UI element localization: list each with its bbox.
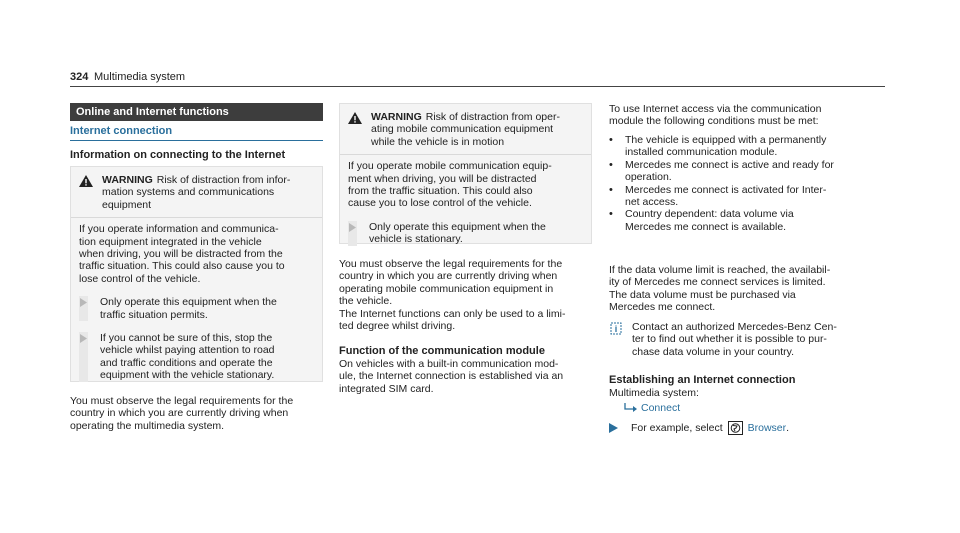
menu-path [624,402,680,414]
svg-text:i: i [614,324,618,334]
note [609,321,889,358]
warning-bullet-text: Only operate this equipment when the vehicle is stationary. [369,220,546,246]
info-note-icon [610,322,622,335]
warning-bullet-text: Only operate this equipment when the traffic situation permits. [100,296,277,321]
bullet-dot: • [609,158,613,171]
list-item-text: Country dependent: data volume via Mercedes me connect is available. [625,208,794,233]
path-label: Multimedia system: [609,387,699,399]
warning-bullet [79,296,314,321]
paragraph-data-volume: If the data volume limit is reached, the availabil- ity of Mercedes me connect services is limited. The data volume must be purchased via Mercedes me connect. [609,264,831,314]
list-item-text: Mercedes me connect is activated for Inter- net access. [625,183,827,209]
warning-body [71,218,322,387]
list-item [609,208,884,233]
subsection-title: Internet connection [70,125,173,137]
warning-body-text: If you operate mobile communication equip- ment when driving, you will be distracted from the traffic situation. This could also cause you to lose control of the vehicle. [348,160,552,210]
list-item [609,159,884,184]
section-title: Multimedia system [94,71,186,83]
warning-word: WARNING [102,174,153,186]
page-number: 324 [70,71,89,83]
arrow-bar [348,221,357,246]
list-item-text: The vehicle is equipped with a permanently installed communication module. [625,134,827,159]
step-prefix: For example, select [631,421,723,434]
list-item-text: Mercedes me connect is active and ready for operation. [625,158,834,184]
warning-bullet [348,221,583,246]
bullet-dot: • [609,134,613,146]
warning-triangle-icon [79,175,93,187]
warning-bullet [79,332,314,382]
warning-body-text: If you operate information and communica- tion equipment integrated in the vehicle when driving, you will be distracted from the traffic situation. This could also cause you to lose control of the vehicle. [79,223,285,285]
arrow-bar [79,332,88,382]
bullet-dot: • [609,183,613,196]
paragraph-intro: To use Internet access via the communication module the following conditions must be met: [609,103,822,128]
list-item [609,184,884,209]
paragraph-module: On vehicles with a built-in communication mod- ule, the Internet connection is established via an integrated SIM card. [339,358,564,395]
conditions-list [609,134,884,233]
list-item [609,134,884,159]
arrow-bar [79,296,88,321]
step-arrow-icon [609,423,618,433]
heading-info-connecting: Information on connecting to the Internet [70,149,286,161]
paragraph-legal-mobile: You must observe the legal requirements for the country in which you are currently driving when operating mobile communication equipment in the vehicle. The Internet functions can only be used to a limi- ted degree whilst driving. [339,258,566,333]
heading-establishing: Establishing an Internet connection [609,374,796,386]
browser-globe-icon [728,421,743,435]
warning-header [340,104,591,155]
connect-menu-item[interactable]: Connect [641,402,681,414]
warning-box-1 [70,166,323,382]
paragraph-legal: You must observe the legal requirements for the country in which you are currently driving when operating the multimedia system. [70,395,294,432]
warning-title: Risk of distraction from infor- mation systems and communications equipment [102,174,291,211]
heading-function-module: Function of the communication module [339,345,545,357]
browser-link[interactable]: Browser [747,421,787,434]
subsection-rule [70,140,323,141]
step [609,421,789,435]
warning-text [102,174,290,211]
note-text: Contact an authorized Mercedes-Benz Cen- ter to find out whether it is possible to pur- chase data volume in your country. [632,321,837,358]
section-bar: Online and Internet functions [70,103,323,121]
warning-body [340,155,591,251]
header-rule [70,86,885,87]
bullet-dot: • [609,208,613,221]
warning-bullet-text: If you cannot be sure of this, stop the vehicle whilst paying attention to road and traffic conditions and operate the equipment with the vehicle stationary. [100,332,275,382]
arrow-right-icon [80,298,87,307]
warning-triangle-icon [348,112,362,124]
warning-text [371,111,560,148]
warning-word: WARNING [371,111,422,123]
arrow-right-icon [80,334,87,343]
arrow-right-icon [349,223,356,232]
path-arrow-icon [624,403,637,413]
warning-title: Risk of distraction from oper- ating mobile communication equipment while the vehicle is in motion [371,111,560,148]
warning-box-2 [339,103,592,244]
step-suffix: . [786,421,790,434]
warning-header [71,167,322,218]
